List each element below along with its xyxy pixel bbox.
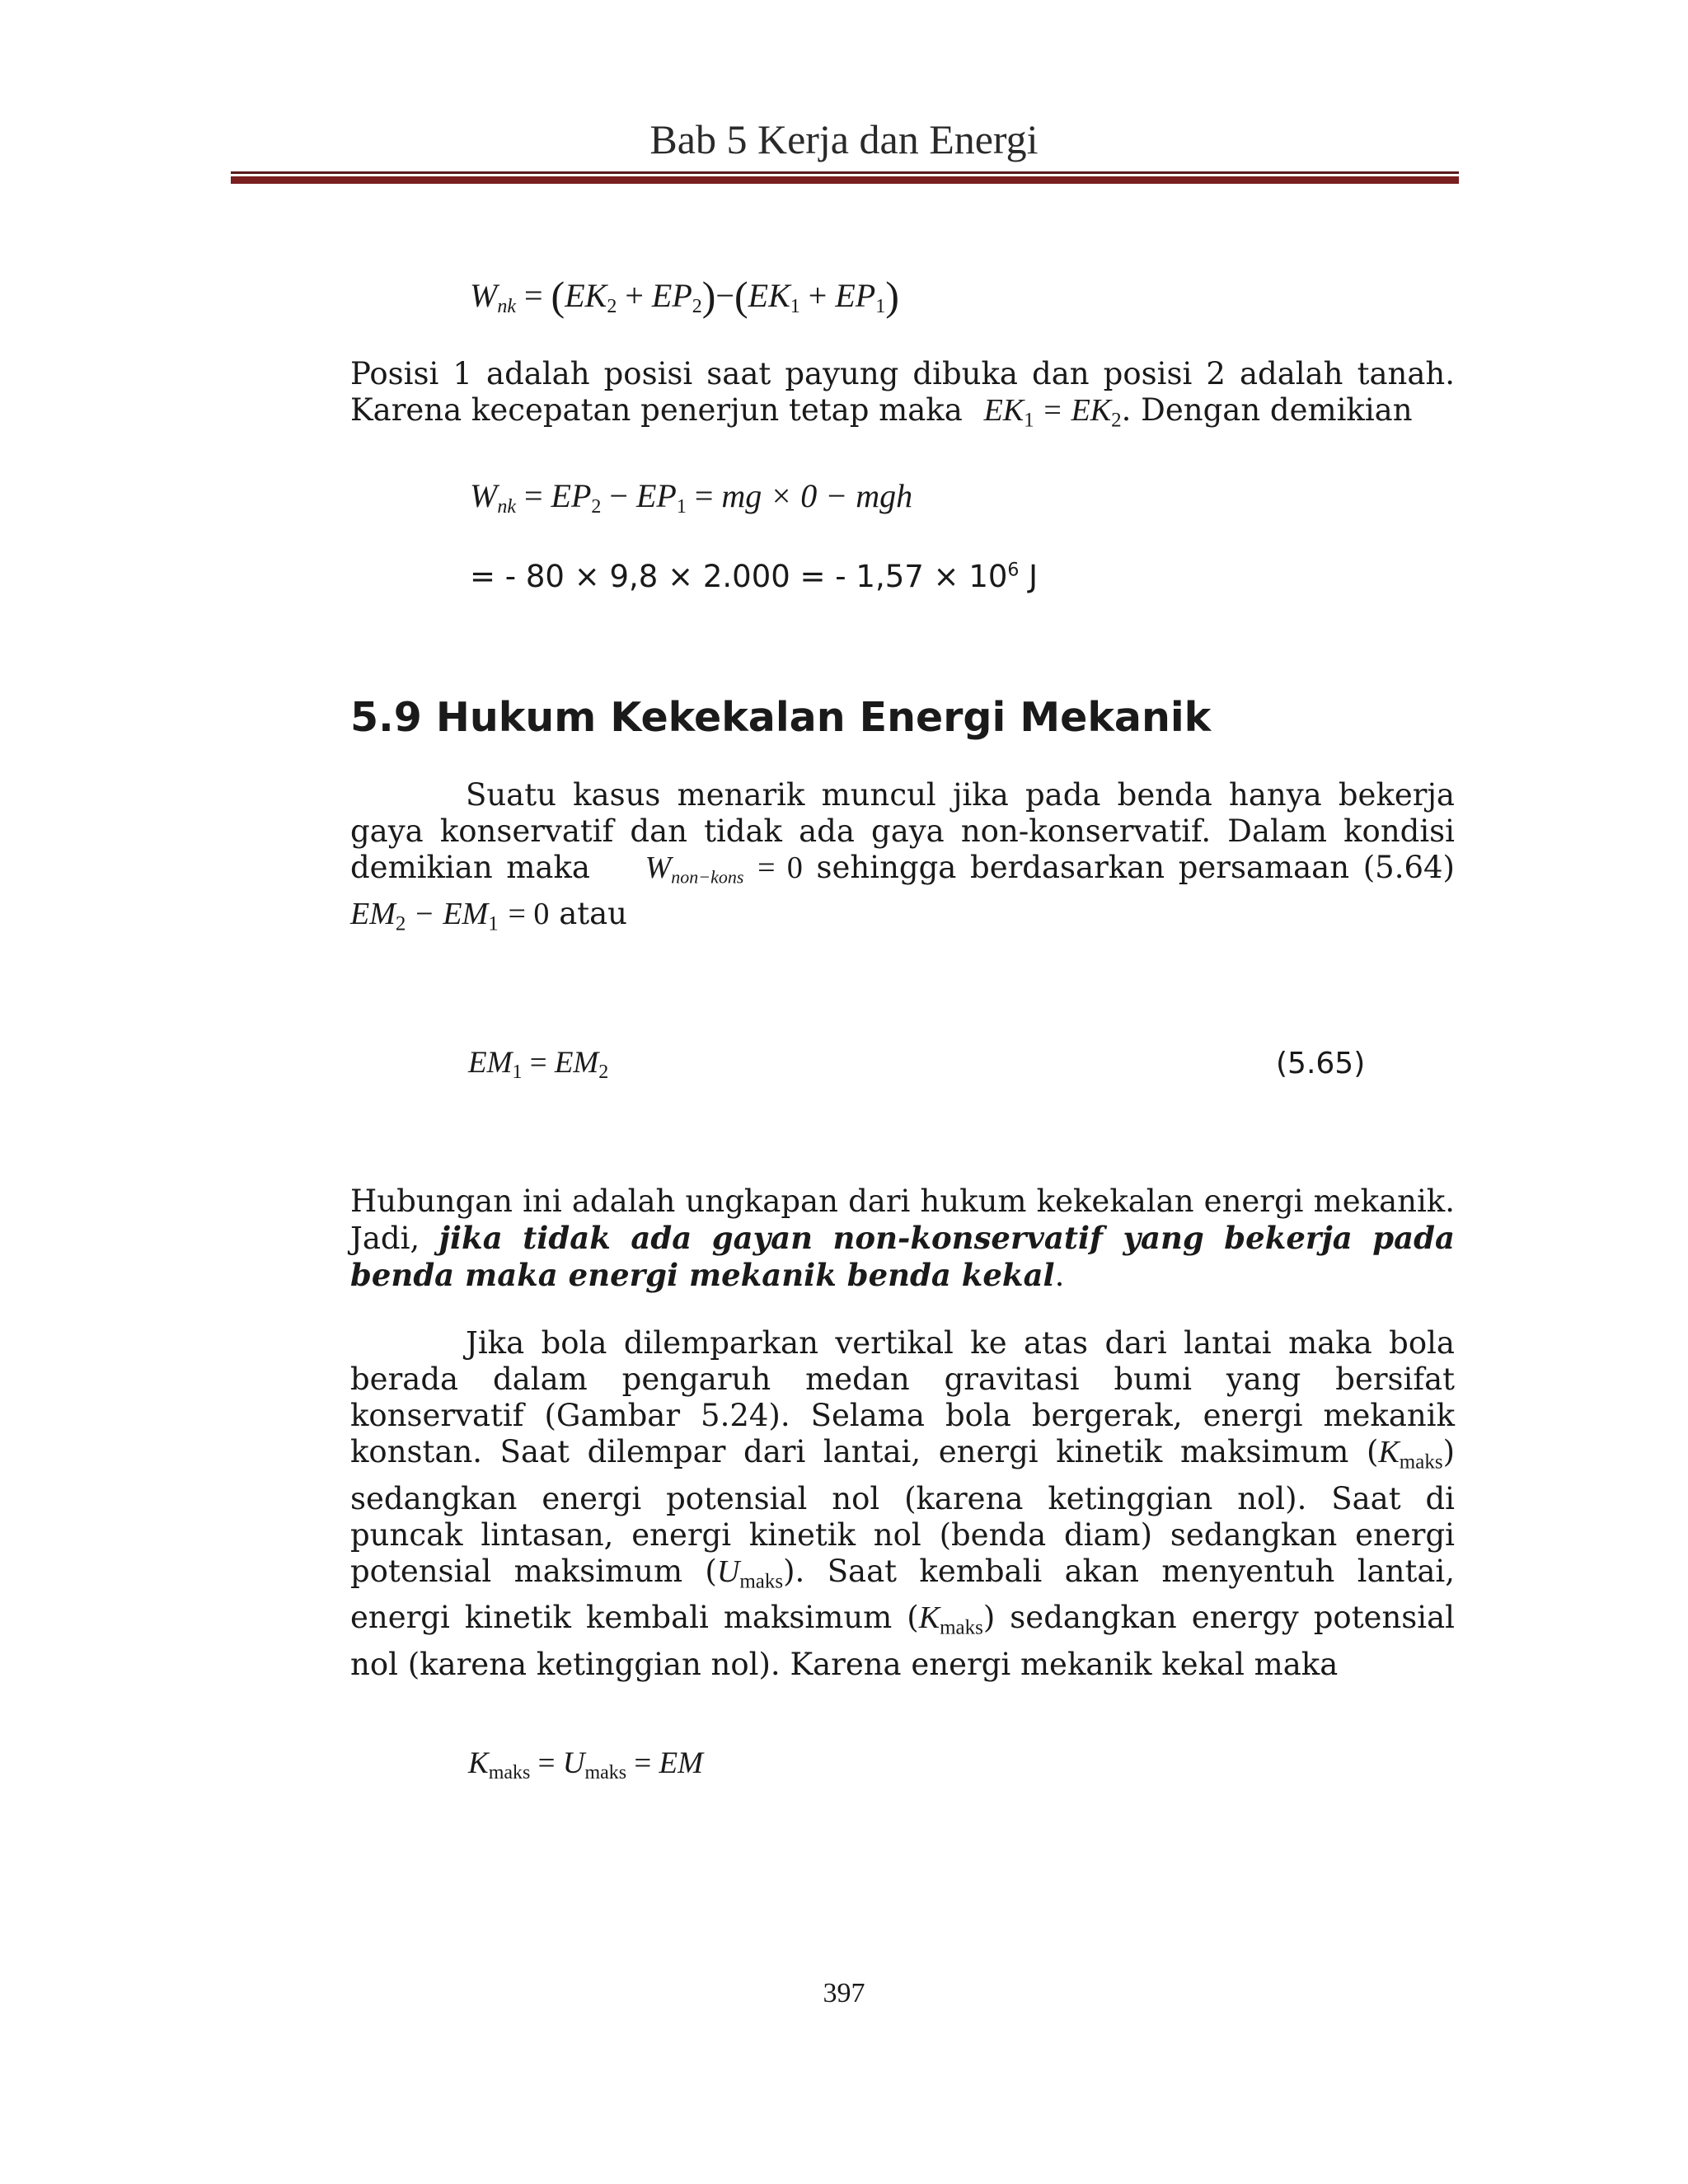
header-rule-thick: [231, 176, 1459, 184]
paragraph-posisi-line2: Karena kecepatan penerjun tetap maka $EK_1 = EK_2$. Dengan demikian: [350, 392, 1413, 432]
page-number: 397: [823, 1978, 865, 2008]
emphasis-conclusion: jika tidak ada gayan non-konservatif yang bekerja pada benda maka energi mekanik benda kekal: [350, 1220, 1455, 1293]
paragraph-posisi: [350, 356, 1455, 439]
equation-number: (5.65): [1276, 1047, 1366, 1080]
header-rule-thin: [231, 171, 1459, 174]
equation-energy-equality: $K_{maks} = U_{maks}$ = EM: [468, 1746, 703, 1784]
section-title: 5.9 Hukum Kekekalan Energi Mekanik: [350, 694, 1212, 741]
equation-work-nonconservative: $W_{nk} = (EK_2 + EP_2)-(EK_1 + EP_1)$: [470, 273, 899, 319]
equation-numeric-result: = - 80 × 9,8 × 2.000 = - $1,57 \times 10^6$ J: [470, 559, 1039, 594]
paragraph-kasus: Suatu kasus menarik muncul jika pada benda hanya bekerja gaya konservatif dan tidak ada gaya non-konservatif. Dalam kondisi demikian maka Wnon−kons = 0 sehingga berdasarkan persamaan (5.64) $EM_2 - EM_1 = 0$ atau: [350, 777, 1455, 935]
paragraph-bola: Jika bola dilemparkan vertikal ke atas dari lantai maka bola berada dalam pengaruh medan gravitasi bumi yang bersifat konservatif (Gambar 5.24). Selama bola bergerak, energi mekanik konstan. Saat dilempar dari lantai, energi kinetik maksimum $(K_{maks})$ sedangkan energi potensial nol (karena ketinggian nol). Saat di puncak lintasan, energi kinetik nol (benda diam) sedangkan energi potensial maksimum $(U_{maks})$. Saat kembali akan menyentuh lantai, energi kinetik kembali maksimum $(K_{maks})$ sedangkan energy potensial nol (karena ketinggian nol). Karena energi mekanik kekal maka: [350, 1325, 1455, 1682]
paragraph-hubungan: Hubungan ini adalah ungkapan dari hukum kekekalan energi mekanik. Jadi, jika tidak ada gayan non-konservatif yang bekerja pada benda maka energi mekanik benda kekal.: [350, 1183, 1455, 1293]
equation-5-65: $EM_1 = EM_2$: [468, 1046, 609, 1084]
chapter-header: Bab 5 Kerja dan Energi: [649, 116, 1039, 162]
paragraph-posisi-line1: Posisi 1 adalah posisi saat payung dibuka dan posisi 2 adalah tanah.: [350, 356, 1455, 391]
equation-work-potential: $W_{nk} = EP_2 - EP_1$ = mg × 0 − mgh: [470, 477, 913, 518]
